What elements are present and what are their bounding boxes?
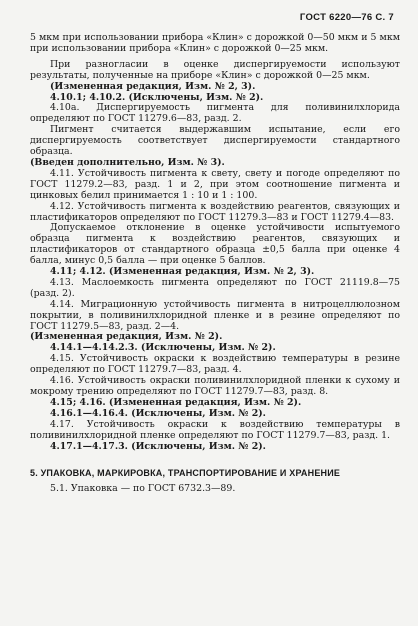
page-header: ГОСТ 6220—76 С. 7 [299, 12, 394, 23]
paragraph: 4.15. Устойчивость окраски к воздействию температуры в резине определяют по ГОСТ 11279.7—83, разд. 4. [30, 353, 400, 376]
paragraph: 5.1. Упаковка — по ГОСТ 6732.3—89. [50, 483, 236, 495]
amendment-note: 4.14.1—4.14.2.3. (Исключены, Изм. № 2). [50, 342, 276, 354]
paragraph: 4.10а. Диспергируемость пигмента для поливинилхлорида определяют по ГОСТ 11279.6—83, разд. 2. [30, 102, 400, 125]
amendment-note: 4.10.1; 4.10.2. (Исключены, Изм. № 2). [50, 91, 264, 103]
paragraph: 4.14. Миграционную устойчивость пигмента в нитроцеллюлозном покрытии, в поливинилхлоридной пленке и в резине определяют по ГОСТ 11279.5—83, разд. 2—4. [30, 298, 400, 332]
paragraph: 4.11. Устойчивость пигмента к свету, свету и погоде определяют по ГОСТ 11279.2—83, разд. 1 и 2, при этом соотношение пигмента и цинковых белил принимается 1 : 10 и 1 : 100. [30, 167, 400, 201]
paragraph: 5 мкм при использовании прибора «Клин» с дорожкой 0—50 мкм и 5 мкм при использовании прибора «Клин» с дорожкой 0—25 мкм. [30, 32, 400, 54]
amendment-note: 4.16.1—4.16.4. (Исключены, Изм. № 2). [50, 407, 266, 419]
amendment-note: (Измененная редакция, Изм. № 2). [30, 331, 223, 343]
paragraph: Допускаемое отклонение в оценке устойчивости испытуемого образца пигмента к воздействию реагентов, связующих и пластификаторов от стандартного образца ±0,5 балла при оценке 4 балла, минус 0,5 балла — при оценке 5 баллов. [30, 222, 400, 267]
amendment-note: (Введен дополнительно, Изм. № 3). [30, 156, 225, 168]
section-title: 5. УПАКОВКА, МАРКИРОВКА, ТРАНСПОРТИРОВАНИЕ И ХРАНЕНИЕ [30, 468, 341, 479]
amendment-note: (Измененная редакция, Изм. № 2, 3). [50, 80, 256, 92]
amendment-note: 4.11; 4.12. (Измененная редакция, Изм. № 2, 3). [50, 266, 315, 278]
paragraph: Пигмент считается выдержавшим испытание, если его диспергируемость соответствует диспергируемости стандартного образца. [30, 124, 400, 158]
paragraph: 4.12. Устойчивость пигмента к воздействию реагентов, связующих и пластификаторов определяют по ГОСТ 11279.3—83 и ГОСТ 11279.4—83. [30, 200, 400, 223]
paragraph: 4.13. Маслоемкость пигмента определяют по ГОСТ 21119.8—75 (разд. 2). [30, 276, 400, 299]
paragraph: 4.17. Устойчивость окраски к воздействию температуры в поливинилхлоридной пленке определяют по ГОСТ 11279.7—83, разд. 1. [30, 418, 400, 441]
amendment-note: 4.15; 4.16. (Измененная редакция, Изм. № 2). [50, 396, 302, 408]
paragraph: 4.16. Устойчивость окраски поливинилхлоридной пленки к сухому и мокрому трению определяют по ГОСТ 11279.7—83, разд. 8. [30, 375, 400, 397]
paragraph: При разногласии в оценке диспергируемости используют результаты, полученные на приборе «Клин» с дорожкой 0—25 мкм. [30, 58, 400, 81]
document-body [30, 33, 400, 495]
amendment-note: 4.17.1—4.17.3. (Исключены, Изм. № 2). [50, 440, 266, 452]
